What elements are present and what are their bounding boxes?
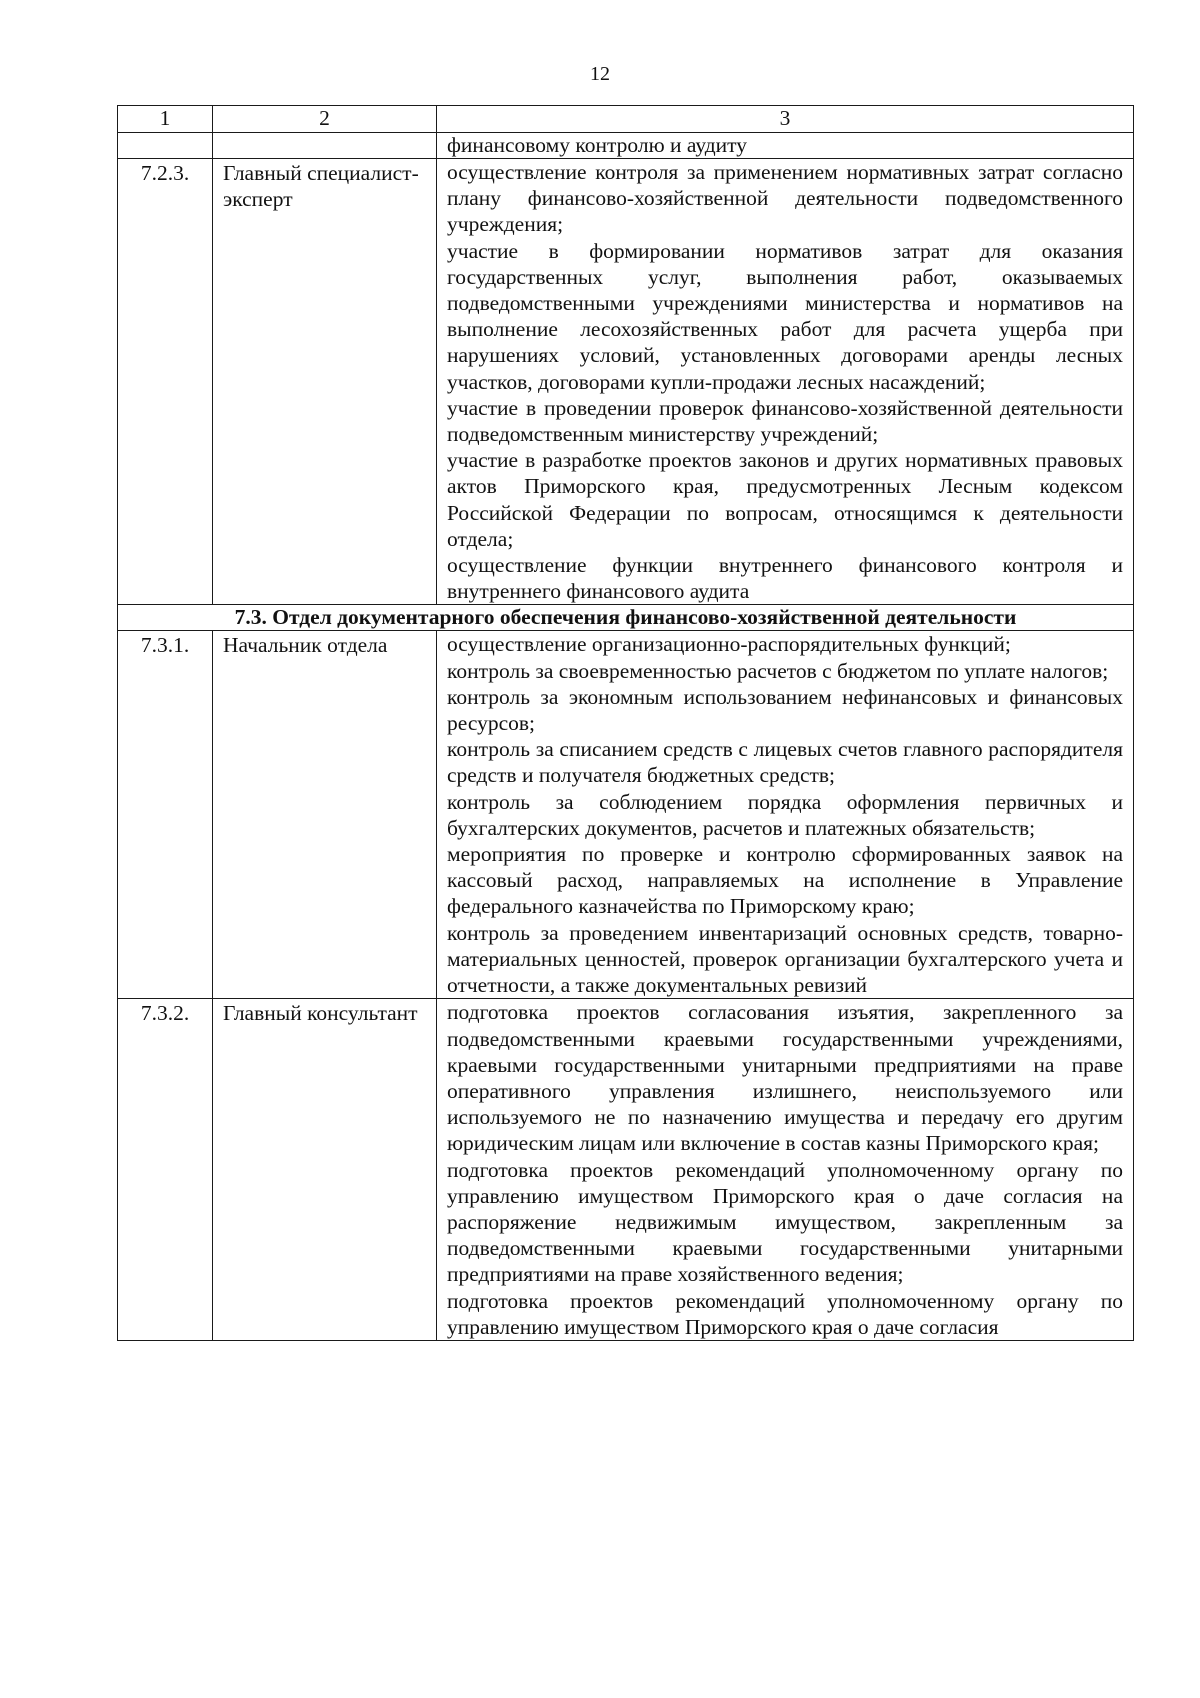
duties-list	[447, 631, 1123, 998]
duty-item: контроль за списанием средств с лицевых счетов главного распорядителя средств и получателя бюджетных средств;	[447, 737, 1123, 788]
duties-cell	[437, 999, 1134, 1341]
duty-item: мероприятия по проверке и контролю сформированных заявок на кассовый расход, направляемых на исполнение в Управление федерального казначейства по Приморскому краю;	[447, 842, 1123, 919]
empty-num-cell	[118, 133, 213, 159]
duty-item: подготовка проектов согласования изъятия, закрепленного за подведомственными краевыми государственными учреждениями, краевыми государственными унитарными предприятиями на праве оперативного управления излишнего, неиспользуемого или используемого не по назначению имущества и передачу его другим юридическим лицам или включение в состав казны Приморского края;	[447, 1000, 1123, 1156]
duty-item: участие в проведении проверок финансово-хозяйственной деятельности подведомственным министерству учреждений;	[447, 395, 1123, 447]
table-row-continuation	[118, 133, 1134, 159]
positions-table	[117, 105, 1134, 1341]
header-cell-3: 3	[437, 106, 1134, 133]
duties-cell	[437, 631, 1134, 999]
duties-list	[447, 999, 1123, 1340]
page-number: 12	[590, 63, 610, 85]
duty-item: осуществление функции внутреннего финансового контроля и внутреннего финансового аудита	[447, 553, 1123, 604]
duty-item: осуществление контроля за применением нормативных затрат согласно плану финансово-хозяйственной деятельности подведомственного учреждения;	[447, 160, 1123, 237]
position-title: Главный консультант	[213, 999, 437, 1341]
duty-item: контроль за экономным использованием нефинансовых и финансовых ресурсов;	[447, 684, 1123, 736]
duty-item: контроль за своевременностью расчетов с бюджетом по уплате налогов;	[447, 658, 1109, 683]
duties-cell	[437, 159, 1134, 605]
duty-item: участие в разработке проектов законов и других нормативных правовых актов Приморского края, предусмотренных Лесным кодексом Российской Федерации по вопросам, относящимся к деятельности отдела;	[447, 448, 1123, 551]
continuation-text: финансовому контролю и аудиту	[437, 133, 1134, 159]
section-row	[118, 605, 1134, 631]
position-number: 7.3.1.	[118, 631, 213, 999]
position-number: 7.2.3.	[118, 159, 213, 605]
duty-item: подготовка проектов рекомендаций уполномоченному органу по управлению имуществом Приморского края о даче согласия	[447, 1288, 1123, 1339]
table-row	[118, 999, 1134, 1341]
duty-item: участие в формировании нормативов затрат для оказания государственных услуг, выполнения работ, оказываемых подведомственными учреждениями министерства и нормативов на выполнение лесохозяйственных работ для расчета ущерба при нарушениях условий, установленных договорами аренды лесных участков, договорами купли-продажи лесных насаждений;	[447, 238, 1123, 394]
duties-list	[447, 159, 1123, 604]
position-title: Главный специалист-эксперт	[213, 159, 437, 605]
empty-position-cell	[213, 133, 437, 159]
table-row	[118, 159, 1134, 605]
position-number: 7.3.2.	[118, 999, 213, 1341]
table-row	[118, 631, 1134, 999]
duty-item: осуществление организационно-распорядительных функций;	[447, 632, 1011, 657]
header-cell-1: 1	[118, 106, 213, 133]
duty-item: контроль за соблюдением порядка оформления первичных и бухгалтерских документов, расчетов и платежных обязательств;	[447, 789, 1123, 840]
position-title: Начальник отдела	[213, 631, 437, 999]
duty-item: подготовка проектов рекомендаций уполномоченному органу по управлению имуществом Приморского края о даче согласия на распоряжение недвижимым имуществом, закрепленным за подведомственными краевыми государственными унитарными предприятиями на праве хозяйственного ведения;	[447, 1157, 1123, 1287]
header-cell-2: 2	[213, 106, 437, 133]
section-title: 7.3. Отдел документарного обеспечения финансово-хозяйственной деятельности	[118, 605, 1134, 631]
table-header-row	[118, 106, 1134, 133]
duty-item: контроль за проведением инвентаризаций основных средств, товарно-материальных ценностей, проверок организации бухгалтерского учета и отчетности, а также документальных ревизий	[447, 920, 1123, 998]
